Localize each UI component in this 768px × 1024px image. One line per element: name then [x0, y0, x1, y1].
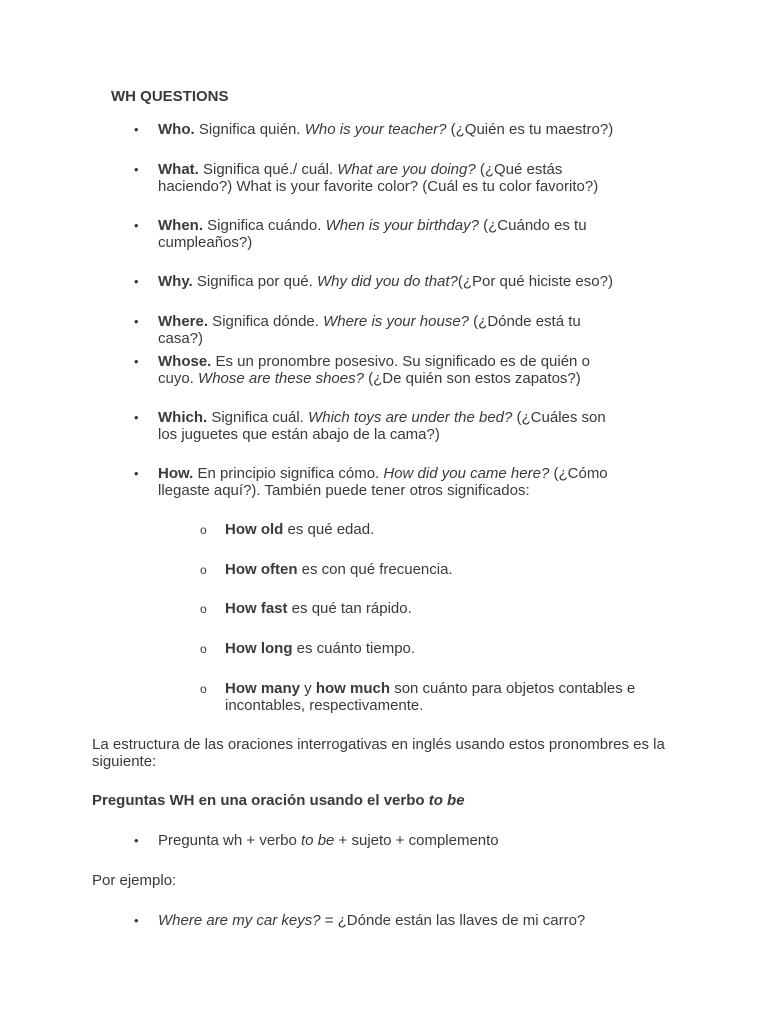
circle-bullet-icon: o [200, 642, 207, 656]
sub-item-connector: y [300, 680, 316, 697]
item-meaning: Significa qué./ cuál. [198, 161, 338, 178]
list-item-who [134, 121, 628, 138]
item-translation: (¿Cuáles son los juguetes que están abajo de la cama?) [158, 409, 606, 443]
item-meaning: En principio significa cómo. [193, 465, 384, 482]
sub-item-how-often [200, 561, 655, 578]
bullet-icon: • [134, 833, 139, 848]
bullet-icon: • [134, 122, 139, 137]
example-item [134, 912, 628, 929]
circle-bullet-icon: o [200, 523, 207, 537]
item-word: Which. [158, 409, 208, 426]
item-translation: (¿Dónde está tu casa?) [158, 313, 581, 347]
sub-item-how-many [200, 680, 645, 714]
sub-item-term: How long [225, 640, 293, 657]
sub-item-meaning: es con qué frecuencia. [297, 561, 453, 578]
circle-bullet-icon: o [200, 563, 207, 577]
formula-post: + sujeto + complemento [334, 832, 499, 849]
page-title: WH QUESTIONS [111, 88, 229, 105]
bullet-icon: • [134, 274, 139, 289]
item-example: How did you came here? [383, 465, 550, 482]
item-word: Who. [158, 121, 195, 138]
list-item-when [134, 217, 628, 251]
item-meaning: Significa por qué. [192, 273, 317, 290]
item-word: Why. [158, 273, 193, 290]
item-translation: (¿Qué estás haciendo?) What is your favorite color? (Cuál es tu color favorito?) [158, 161, 599, 195]
heading-italic: to be [428, 792, 465, 809]
sub-item-meaning: es cuánto tiempo. [292, 640, 416, 657]
bullet-icon: • [134, 466, 139, 481]
circle-bullet-icon: o [200, 682, 207, 696]
sub-item-term: How often [225, 561, 298, 578]
sub-item-term: How fast [225, 600, 288, 617]
item-word: How. [158, 465, 194, 482]
item-word: What. [158, 161, 199, 178]
example-intro: Por ejemplo: [92, 872, 177, 889]
item-example: Who is your teacher? [304, 121, 447, 138]
structure-paragraph: La estructura de las oraciones interrogativas en inglés usando estos pronombres es la siguiente: [92, 736, 665, 770]
list-item-what [134, 161, 628, 195]
list-item-whose [134, 353, 628, 387]
item-word: When. [158, 217, 203, 234]
item-translation: (¿Cuándo es tu cumpleaños?) [158, 217, 587, 251]
formula-pre: Pregunta wh + verbo [158, 832, 302, 849]
sub-item-term-2: how much [315, 680, 391, 697]
circle-bullet-icon: o [200, 602, 207, 616]
list-item-why [134, 273, 628, 290]
sub-item-how-fast [200, 600, 655, 617]
sub-item-term: How many [225, 680, 301, 697]
formula-item [134, 832, 628, 849]
item-word: Where. [158, 313, 209, 330]
bullet-icon: • [134, 913, 139, 928]
item-translation: (¿Quién es tu maestro?) [446, 121, 614, 138]
item-meaning: Es un pronombre posesivo. Su significado es de quién o cuyo. [158, 353, 590, 387]
item-example: Whose are these shoes? [198, 370, 364, 387]
item-translation: (¿Cómo llegaste aquí?). También puede tener otros significados: [158, 465, 608, 499]
bullet-icon: • [134, 218, 139, 233]
sub-item-how-long [200, 640, 655, 657]
sub-item-how-old [200, 521, 655, 538]
section-heading [92, 792, 682, 809]
item-example: Where is your house? [323, 313, 469, 330]
item-meaning: Significa dónde. [208, 313, 324, 330]
item-example: Which toys are under the bed? [308, 409, 513, 426]
list-item-which [134, 409, 628, 443]
heading-text: Preguntas WH en una oración usando el verbo [92, 792, 429, 809]
item-meaning: Significa cuál. [207, 409, 309, 426]
item-translation: (¿De quién son estos zapatos?) [363, 370, 581, 387]
item-meaning: Significa quién. [194, 121, 305, 138]
formula-italic: to be [301, 832, 335, 849]
bullet-icon: • [134, 354, 139, 369]
item-example: What are you doing? [337, 161, 476, 178]
sub-item-meaning: son cuánto para objetos contables e incontables, respectivamente. [225, 680, 636, 714]
example-question: Where are my car keys? [158, 912, 321, 929]
sub-item-meaning: es qué edad. [283, 521, 375, 538]
bullet-icon: • [134, 410, 139, 425]
item-example: When is your birthday? [325, 217, 479, 234]
sub-item-meaning: es qué tan rápido. [287, 600, 412, 617]
list-item-how [134, 465, 628, 499]
sub-item-term: How old [225, 521, 284, 538]
item-translation: (¿Por qué hiciste eso?) [457, 273, 613, 290]
bullet-icon: • [134, 314, 139, 329]
item-meaning: Significa cuándo. [203, 217, 326, 234]
item-word: Whose. [158, 353, 212, 370]
item-example: Why did you do that? [316, 273, 458, 290]
list-item-where [134, 313, 628, 347]
bullet-icon: • [134, 162, 139, 177]
example-translation: = ¿Dónde están las llaves de mi carro? [320, 912, 586, 929]
